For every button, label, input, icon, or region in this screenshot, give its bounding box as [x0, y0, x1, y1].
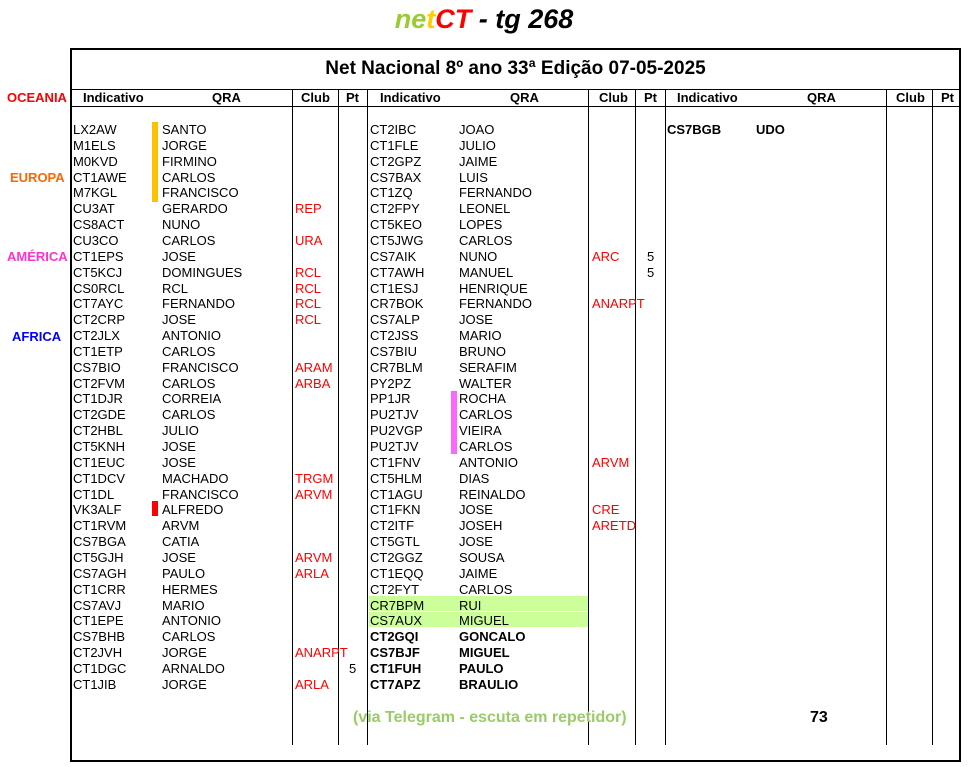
column-header-club: Club — [896, 90, 925, 105]
row-qra: FRANCISCO — [162, 185, 239, 201]
column-header-qra: QRA — [510, 90, 539, 105]
row-qra: CARLOS — [162, 169, 216, 185]
row-qra: CORREIA — [162, 391, 222, 407]
row-call: M7KGL — [73, 185, 118, 201]
row-call: CU3CO — [73, 232, 119, 248]
row-qra: ANTONIO — [162, 613, 221, 629]
row-qra: BRUNO — [459, 343, 506, 359]
row-call: CS7BIO — [73, 359, 121, 375]
header-bottom-line — [70, 106, 961, 107]
row-qra: JORGE — [162, 137, 207, 153]
row-qra: PAULO — [459, 660, 504, 676]
row-club: ARBA — [295, 375, 331, 391]
row-qra: WALTER — [459, 375, 512, 391]
row-call: CT1JIB — [73, 676, 117, 692]
row-qra: HENRIQUE — [459, 280, 528, 296]
row-call: CT7APZ — [370, 676, 421, 692]
row-call: CT1AGU — [370, 486, 423, 502]
row-qra: JORGE — [162, 676, 207, 692]
row-call: CS7AIK — [370, 248, 417, 264]
row-qra: MIGUEL — [459, 645, 510, 661]
row-call: CT1EUC — [73, 454, 126, 470]
row-call: CT1DL — [73, 486, 115, 502]
row-qra: JOSE — [162, 454, 196, 470]
column-divider — [367, 89, 368, 745]
row-call: CT2JLX — [73, 328, 120, 344]
row-call: CT2ITF — [370, 518, 415, 534]
row-qra: JOSE — [162, 248, 196, 264]
total-count: 73 — [810, 709, 828, 726]
column-header-indicativo: Indicativo — [380, 90, 441, 105]
row-qra: JULIO — [162, 423, 199, 439]
row-qra: BRAULIO — [459, 676, 519, 692]
row-qra: MACHADO — [162, 470, 229, 486]
row-qra: JOAO — [459, 122, 495, 137]
row-call: CT5KCJ — [73, 264, 123, 280]
row-call: CS7BJF — [370, 645, 420, 661]
continent-label: AFRICA — [12, 329, 62, 344]
europe-marker-orange — [152, 122, 158, 202]
row-call: CT2FVM — [73, 375, 125, 391]
row-call: CT1FNV — [370, 454, 421, 470]
row-qra: LOPES — [459, 217, 503, 233]
row-qra: FRANCISCO — [162, 486, 239, 502]
row-qra: JORGE — [162, 645, 207, 661]
row-qra: FERNANDO — [459, 185, 532, 201]
row-qra: GONCALO — [459, 629, 526, 645]
row-qra: DIAS — [459, 470, 490, 486]
row-call: CT1DGC — [73, 660, 127, 676]
row-qra: MARIO — [459, 328, 502, 344]
row-qra: PAULO — [162, 565, 206, 581]
row-call: PU2VGP — [370, 423, 423, 439]
row-club: ANARPT — [592, 296, 645, 312]
row-call: CT7AWH — [370, 264, 425, 280]
row-call: CS7BAX — [370, 169, 422, 185]
row-club: ARETD — [592, 518, 637, 534]
row-qra: FIRMINO — [162, 153, 217, 169]
row-call: CT1FUH — [370, 660, 422, 676]
row-club: RCL — [295, 264, 322, 280]
row-call: M1ELS — [73, 137, 116, 153]
column-divider — [665, 89, 666, 745]
row-club: RCL — [295, 280, 322, 296]
column-header-qra: QRA — [212, 90, 241, 105]
row-qra: SOUSA — [459, 549, 505, 565]
row-qra: MIGUEL — [459, 613, 509, 629]
row-call: CS7AUX — [370, 613, 423, 629]
row-qra: CARLOS — [162, 232, 216, 248]
row-qra: CARLOS — [459, 439, 513, 454]
page-title — [0, 4, 968, 35]
row-qra: ARVM — [162, 518, 200, 534]
row-qra: CARLOS — [162, 343, 216, 359]
row-call: CT2HBL — [73, 423, 123, 439]
row-club: TRGM — [295, 470, 334, 486]
column-header-indicativo: Indicativo — [677, 90, 738, 105]
row-club: ARAM — [295, 359, 333, 375]
row-qra: CARLOS — [162, 629, 216, 645]
row-call: CT1DCV — [73, 470, 126, 486]
row-club: URA — [295, 232, 323, 248]
row-call: CT1FKN — [370, 502, 421, 518]
row-call: PU2TJV — [370, 439, 419, 454]
row-qra: JOSEH — [459, 518, 503, 534]
row-call: CT5GJH — [73, 549, 124, 565]
row-call: CS7ALP — [370, 312, 420, 328]
row-qra: CARLOS — [459, 232, 513, 248]
row-call: CT2FYT — [370, 581, 420, 597]
row-call: CT1FLE — [370, 137, 419, 153]
column-header-indicativo: Indicativo — [83, 90, 144, 105]
row-call: CT7AYC — [73, 296, 124, 312]
row-qra: FERNANDO — [459, 296, 532, 312]
column-header-club: Club — [301, 90, 330, 105]
title-t: t — [426, 4, 436, 34]
row-call: CT2JVH — [73, 645, 123, 661]
column-divider — [932, 89, 933, 745]
row-club: ANARPT — [295, 645, 348, 661]
row-qra: NUNO — [162, 217, 201, 233]
row-call: PP1JR — [370, 391, 411, 407]
row-qra: CARLOS — [162, 407, 216, 423]
row-qra: JAIME — [459, 565, 498, 581]
row-call: PY2PZ — [370, 375, 412, 391]
column-divider — [588, 89, 589, 745]
row-call: CT1EPS — [73, 248, 124, 264]
row-qra: JOSE — [459, 534, 493, 550]
row-qra: MARIO — [162, 597, 205, 613]
row-qra: CARLOS — [459, 581, 513, 597]
row-call: CT5KNH — [73, 439, 126, 454]
row-qra: MANUEL — [459, 264, 514, 280]
row-call: PU2TJV — [370, 407, 419, 423]
row-qra: ANTONIO — [162, 328, 221, 344]
row-qra: JULIO — [459, 137, 496, 153]
row-qra: NUNO — [459, 248, 498, 264]
row-qra: JOSE — [162, 439, 196, 454]
row-qra: LUIS — [459, 169, 488, 185]
column-header-pt: Pt — [346, 90, 359, 105]
row-qra: JOSE — [459, 502, 493, 518]
row-call: CT5GTL — [370, 534, 420, 550]
column-header-pt: Pt — [644, 90, 657, 105]
row-club: ARVM — [592, 454, 630, 470]
column-header-pt: Pt — [941, 90, 954, 105]
row-call: CT2JSS — [370, 328, 419, 344]
row-call: CT1ETP — [73, 343, 123, 359]
title-ct: CT — [435, 4, 472, 34]
row-call: VK3ALF — [73, 502, 122, 518]
row-qra: CATIA — [162, 534, 200, 550]
column-divider — [886, 89, 887, 745]
row-call: CT2GGZ — [370, 549, 423, 565]
row-club: RCL — [295, 312, 322, 328]
brazil-marker-pink — [451, 391, 457, 454]
row-call: M0KVD — [73, 153, 118, 169]
row-qra: ANTONIO — [459, 454, 518, 470]
row-call: CT1ZQ — [370, 185, 413, 201]
row-call: CR7BPM — [370, 597, 425, 613]
row-qra: GERARDO — [162, 201, 228, 217]
row-club: CRE — [592, 502, 620, 518]
row-call: CT2CRP — [73, 312, 126, 328]
row-club: RCL — [295, 296, 322, 312]
row-call: CS7BGB — [667, 122, 722, 137]
row-call: CS0RCL — [73, 280, 125, 296]
row-call: CS7BHB — [73, 629, 126, 645]
row-call: CT5JWG — [370, 232, 424, 248]
row-call: CT1DJR — [73, 391, 123, 407]
column-divider — [635, 89, 636, 745]
row-call: CU3AT — [73, 201, 115, 217]
row-qra: DOMINGUES — [162, 264, 243, 280]
row-call: CT1RVM — [73, 518, 127, 534]
row-call: CT1EPE — [73, 613, 124, 629]
row-qra: JOSE — [162, 312, 196, 328]
row-qra: VIEIRA — [459, 423, 502, 439]
column-divider — [292, 89, 293, 745]
row-qra: JAIME — [459, 153, 498, 169]
row-call: LX2AW — [73, 122, 117, 137]
row-qra: UDO — [756, 122, 785, 137]
row-qra: ARNALDO — [162, 660, 225, 676]
row-pt: 5 — [349, 660, 357, 676]
continent-label: EUROPA — [10, 170, 65, 185]
row-qra: JOSE — [162, 549, 196, 565]
row-call: CR7BLM — [370, 359, 423, 375]
row-qra: LEONEL — [459, 201, 511, 217]
row-club: ARLA — [295, 676, 329, 692]
row-call: CS7AGH — [73, 565, 127, 581]
row-pt: 5 — [647, 248, 655, 264]
row-call: CT2FPY — [370, 201, 420, 217]
row-call: CT1AWE — [73, 169, 127, 185]
column-header-club: Club — [599, 90, 628, 105]
row-qra: HERMES — [162, 581, 218, 597]
row-qra: CARLOS — [162, 375, 216, 391]
row-call: CT2IBC — [370, 122, 417, 137]
row-call: CT5HLM — [370, 470, 423, 486]
oceania-marker-red — [152, 501, 158, 516]
title-ne: ne — [394, 4, 427, 34]
row-qra: RUI — [459, 597, 482, 613]
row-pt: 5 — [647, 264, 655, 280]
row-club: ARVM — [295, 486, 333, 502]
column-header-qra: QRA — [807, 90, 836, 105]
row-call: CT1CRR — [73, 581, 126, 597]
row-call: CT1EQQ — [370, 565, 424, 581]
row-call: CS7BIU — [370, 343, 417, 359]
row-call: CT1ESJ — [370, 280, 419, 296]
telegram-note: (via Telegram - escuta em repetidor) — [353, 709, 627, 726]
row-qra: ALFREDO — [162, 502, 224, 518]
row-call: CT5KEO — [370, 217, 423, 233]
row-call: CT2GQI — [370, 629, 419, 645]
row-call: CT2GPZ — [370, 153, 422, 169]
row-qra: FERNANDO — [162, 296, 235, 312]
row-qra: SERAFIM — [459, 359, 517, 375]
row-qra: ROCHA — [459, 391, 506, 407]
row-club: ARC — [592, 248, 620, 264]
row-call: CS8ACT — [73, 217, 125, 233]
row-qra: JOSE — [459, 312, 493, 328]
row-qra: RCL — [162, 280, 189, 296]
continent-label: AMÉRICA — [7, 249, 68, 264]
row-call: CR7BOK — [370, 296, 424, 312]
column-divider — [70, 89, 71, 762]
table-heading: Net Nacional 8º ano 33ª Edição 07-05-2025 — [325, 58, 706, 79]
row-qra: REINALDO — [459, 486, 526, 502]
row-qra: CARLOS — [459, 407, 513, 423]
row-club: ARVM — [295, 549, 333, 565]
row-club: REP — [295, 201, 322, 217]
row-call: CS7BGA — [73, 534, 126, 550]
row-club: ARLA — [295, 565, 329, 581]
row-call: CT2GDE — [73, 407, 126, 423]
row-call: CS7AVJ — [73, 597, 122, 613]
row-qra: FRANCISCO — [162, 359, 239, 375]
continent-label: OCEANIA — [7, 90, 67, 105]
row-qra: SANTO — [162, 122, 207, 137]
title-rest: - tg 268 — [471, 4, 574, 34]
